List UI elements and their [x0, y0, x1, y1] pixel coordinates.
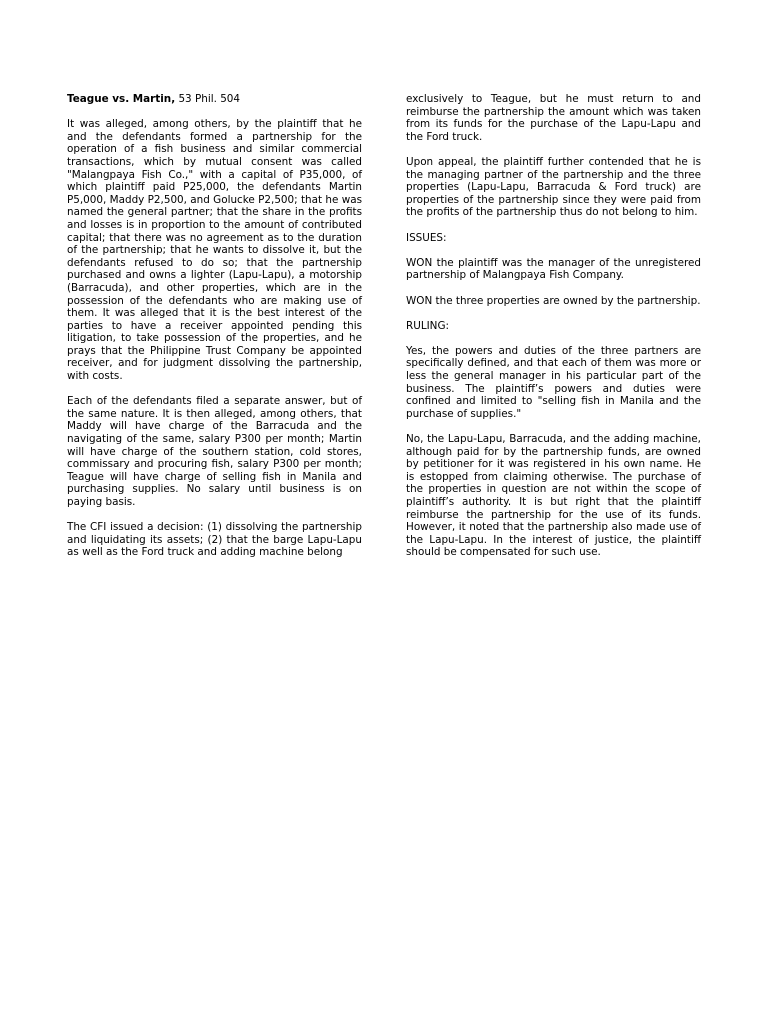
- case-citation: 53 Phil. 504: [175, 93, 241, 105]
- ruling-heading: RULING:: [406, 319, 450, 332]
- issue-one: WON the plaintiff was the manager of the unregistered partnership of Malangpaya Fish Company.: [406, 256, 701, 282]
- left-column: [67, 93, 362, 572]
- case-name: Teague vs. Martin,: [67, 93, 176, 105]
- facts-allegations-paragraph: It was alleged, among others, by the plaintiff that he and the defendants formed a partnership for the operation of a fish business and similar commercial transactions, which by mutual consent was called "Malangpaya Fish Co.," with a capital of P35,000, of which plaintiff paid P25,000, the defendants Martin P5,000, Maddy P2,500, and Golucke P2,500; that he was named the general partner; that the share in the profits and losses is in proportion to the amount of contributed capital; that there was no agreement as to the duration of the partnership; that he wants to dissolve it, but the defendants refused to do so; that the partnership purchased and owns a lighter (Lapu-Lapu), a motorship (Barracuda), and other properties, which are in the possession of the defendants who are making use of them. It was alleged that it is the best interest of the parties to have a receiver appointed pending this litigation, to take possession of the properties, and he prays that the Philippine Trust Company be appointed receiver, and for judgment dissolving the partnership, with costs.: [67, 118, 362, 383]
- ruling-two: No, the Lapu-Lapu, Barracuda, and the adding machine, although paid for by the partnership funds, are owned by petitioner for it was registered in his own name. He is estopped from claiming otherwise. The purchase of the properties in question are not within the scope of plaintiff’s authority. It is but right that the plaintiff reimburse the partnership for the use of its funds. However, it noted that the partnership also made use of the Lapu-Lapu. In the interest of justice, the plaintiff should be compensated for such use.: [406, 433, 701, 559]
- issues-heading: ISSUES:: [406, 231, 447, 244]
- right-column: [406, 93, 701, 572]
- defendants-answer-paragraph: Each of the defendants filed a separate answer, but of the same nature. It is then alleged, among others, that Maddy will have charge of the Barracuda and the navigating of the same, salary P300 per month; Martin will have charge of the southern station, cold stores, commissary and procuring fish, salary P300 per month; Teague will have charge of selling fish in Manila and purchasing supplies. No salary until business is on paying basis.: [67, 395, 362, 508]
- case-title: [67, 93, 362, 106]
- ruling-one: Yes, the powers and duties of the three partners are specifically defined, and that each of them was more or less the general manager in his particular part of the business. The plaintiff’s powers and duties were confined and limited to "selling fish in Manila and the purchase of supplies.": [406, 344, 701, 420]
- cfi-decision-paragraph: The CFI issued a decision: (1) dissolving the partnership and liquidating its assets; (2) that the barge Lapu-Lapu as well as the Ford truck and adding machine belong: [67, 521, 362, 559]
- cfi-decision-continued-paragraph: exclusively to Teague, but he must return to and reimburse the partnership the amount which was taken from its funds for the purchase of the Lapu-Lapu and the Ford truck.: [406, 93, 701, 143]
- issue-two: WON the three properties are owned by the partnership.: [406, 294, 701, 307]
- appeal-paragraph: Upon appeal, the plaintiff further contended that he is the managing partner of the partnership and the three properties (Lapu-Lapu, Barracuda & Ford truck) are properties of the partnership since they were paid from the profits of the partnership thus do not belong to him.: [406, 155, 701, 219]
